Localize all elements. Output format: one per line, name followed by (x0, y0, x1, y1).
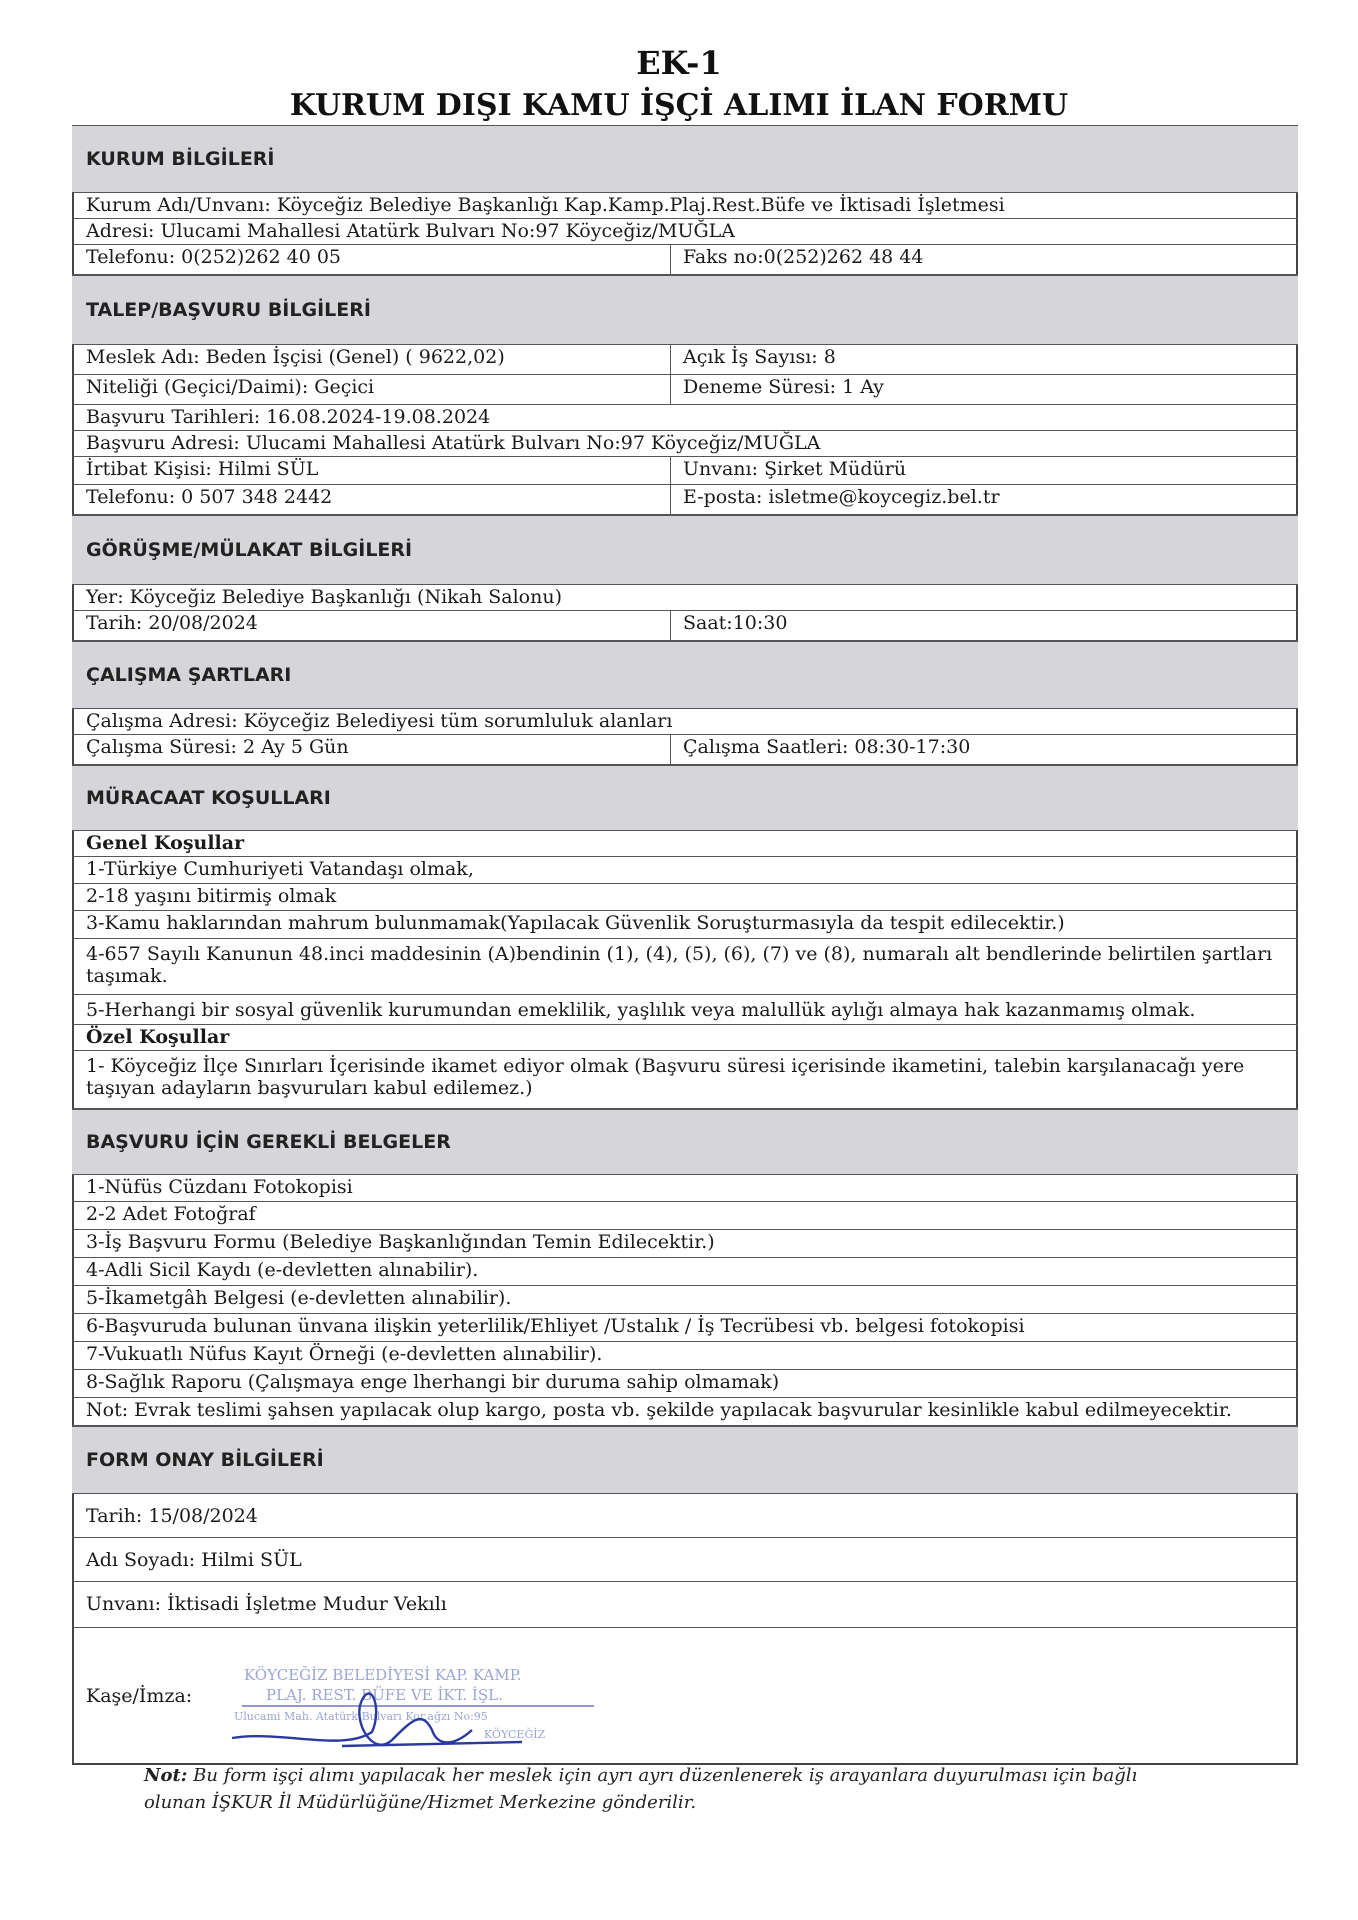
stamp-line-3: Ulucami Mah. Atatürk Bulvarı Kor.ağzı No:95 (234, 1710, 488, 1723)
calisma-saatler: Çalışma Saatleri: 08:30-17:30 (670, 735, 970, 764)
gorusme-tarih: Tarih: 20/08/2024 (86, 612, 258, 634)
section-header-gorusme: GÖRÜŞME/MÜLAKAT BİLGİLERİ (72, 515, 1298, 585)
genel-kosullar-title: Genel Koşullar (72, 831, 1298, 857)
kurum-adi: Kurum Adı/Unvanı: Köyceğiz Belediye Başkanlığı Kap.Kamp.Plaj.Rest.Büfe ve İktisadi İşletmesi (72, 193, 1298, 219)
genel-kosul-3: 3-Kamu haklarından mahrum bulunmamak(Yapılacak Güvenlik Soruşturmasıyla da tespit edilecektir.) (72, 911, 1298, 939)
calisma-sure-row (72, 735, 1298, 765)
kurum-adres: Adresi: Ulucami Mahallesi Atatürk Bulvarı No:97 Köyceğiz/MUĞLA (72, 219, 1298, 245)
section-header-talep: TALEP/BAŞVURU BİLGİLERİ (72, 275, 1298, 345)
talep-acik-is: Açık İş Sayısı: 8 (670, 345, 836, 374)
talep-irtibat-row (72, 457, 1298, 485)
stamp-signature-image (222, 1660, 602, 1760)
gorusme-tarih-row (72, 611, 1298, 641)
belge-8: 8-Sağlık Raporu (Çalışmaya enge lherhangi bir duruma sahip olmamak) (72, 1370, 1298, 1398)
talep-unvan: Unvanı: Şirket Müdürü (670, 457, 906, 484)
belge-2: 2-2 Adet Fotoğraf (72, 1202, 1298, 1230)
belge-5: 5-İkametgâh Belgesi (e-devletten alınabilir). (72, 1286, 1298, 1314)
belge-3: 3-İş Başvuru Formu (Belediye Başkanlığından Temin Edilecektir.) (72, 1230, 1298, 1258)
belge-1: 1-Nüfüs Cüzdanı Fotokopisi (72, 1175, 1298, 1202)
kurum-faks: Faks no:0(252)262 48 44 (670, 245, 923, 274)
talep-telefon: Telefonu: 0 507 348 2442 (86, 486, 333, 508)
section-header-muracaat: MÜRACAAT KOŞULLARI (72, 765, 1298, 831)
talep-meslek: Meslek Adı: Beden İşçisi (Genel) ( 9622,02) (86, 346, 505, 368)
section-header-calisma: ÇALIŞMA ŞARTLARI (72, 641, 1298, 709)
belge-4: 4-Adli Sicil Kaydı (e-devletten alınabilir). (72, 1258, 1298, 1286)
genel-kosul-4: 4-657 Sayılı Kanunun 48.inci maddesinin (A)bendinin (1), (4), (5), (6), (7) ve (8), numaralı alt bendlerinde belirtilen şartları taşımak. (72, 939, 1298, 995)
stamp-line-2: PLAJ. REST. BÜFE VE İKT. İŞL. (266, 1686, 503, 1704)
footer-note-label: Not: (144, 1765, 188, 1786)
stamp-line-1: KÖYCEĞİZ BELEDİYESİ KAP. KAMP. (244, 1666, 522, 1684)
section-header-onay: FORM ONAY BİLGİLERİ (72, 1426, 1298, 1494)
talep-irtibat: İrtibat Kişisi: Hilmi SÜL (86, 458, 319, 480)
talep-nitelik: Niteliği (Geçici/Daimi): Geçici (86, 376, 375, 398)
gorusme-saat: Saat:10:30 (670, 611, 787, 640)
talep-deneme: Deneme Süresi: 1 Ay (670, 375, 884, 404)
belge-7: 7-Vukuatlı Nüfus Kayıt Örneği (e-devletten alınabilir). (72, 1342, 1298, 1370)
genel-kosul-1: 1-Türkiye Cumhuriyeti Vatandaşı olmak, (72, 857, 1298, 884)
belge-6: 6-Başvuruda bulunan ünvana ilişkin yeterlilik/Ehliyet /Ustalık / İş Tecrübesi vb. belgesi fotokopisi (72, 1314, 1298, 1342)
section-header-kurum: KURUM BİLGİLERİ (72, 125, 1298, 193)
calisma-adres: Çalışma Adresi: Köyceğiz Belediyesi tüm sorumluluk alanları (72, 709, 1298, 735)
talep-meslek-row (72, 345, 1298, 375)
belgeler-note: Not: Evrak teslimi şahsen yapılacak olup kargo, posta vb. şekilde yapılacak başvurular kesinlikle kabul edilmeyecektir. (72, 1398, 1298, 1426)
genel-kosul-5: 5-Herhangi bir sosyal güvenlik kurumundan emeklilik, yaşlılık veya malullük aylığı almaya hak kazanmamış olmak. (72, 995, 1298, 1025)
onay-kase-imza: Kaşe/İmza: (86, 1685, 193, 1707)
onay-unvan: Unvanı: İktisadi İşletme Mudur Vekılı (72, 1582, 1298, 1628)
talep-iletisim-row (72, 485, 1298, 515)
ozel-kosullar-title: Özel Koşullar (72, 1025, 1298, 1051)
document-title: KURUM DIŞI KAMU İŞÇİ ALIMI İLAN FORMU (289, 88, 1069, 123)
footer-note (144, 1762, 1244, 1816)
stamp-line-4: KÖYCEĞİZ (484, 1728, 546, 1741)
footer-note-line2: olunan İŞKUR İl Müdürlüğüne/Hizmet Merkezine gönderilir. (144, 1792, 697, 1813)
gorusme-yer: Yer: Köyceğiz Belediye Başkanlığı (Nikah Salonu) (72, 585, 1298, 611)
onay-tarih: Tarih: 15/08/2024 (72, 1494, 1298, 1538)
genel-kosul-2: 2-18 yaşını bitirmiş olmak (72, 884, 1298, 911)
section-header-belgeler: BAŞVURU İÇİN GEREKLİ BELGELER (72, 1109, 1298, 1175)
talep-nitelik-row (72, 375, 1298, 405)
talep-adres: Başvuru Adresi: Ulucami Mahallesi Atatürk Bulvarı No:97 Köyceğiz/MUĞLA (72, 431, 1298, 457)
ozel-kosul-1: 1- Köyceğiz İlçe Sınırları İçerisinde ikamet ediyor olmak (Başvuru süresi içerisinde ikametini, talebin karşılanacağı yere taşıyan adayların başvuruları kabul edilemez.) (72, 1051, 1298, 1109)
kurum-iletisim (72, 245, 1298, 275)
talep-eposta: E-posta: isletme@koycegiz.bel.tr (670, 485, 1000, 514)
talep-tarihler: Başvuru Tarihleri: 16.08.2024-19.08.2024 (72, 405, 1298, 431)
onay-adi-soyadi: Adı Soyadı: Hilmi SÜL (72, 1538, 1298, 1582)
footer-note-line1: Bu form işçi alımı yapılacak her meslek için ayrı ayrı düzenlenerek iş arayanlara duyurulması için bağlı (193, 1765, 1138, 1786)
kurum-telefon: Telefonu: 0(252)262 40 05 (86, 246, 342, 268)
calisma-sure: Çalışma Süresi: 2 Ay 5 Gün (86, 736, 349, 758)
document-title-code: EK-1 (636, 44, 722, 82)
